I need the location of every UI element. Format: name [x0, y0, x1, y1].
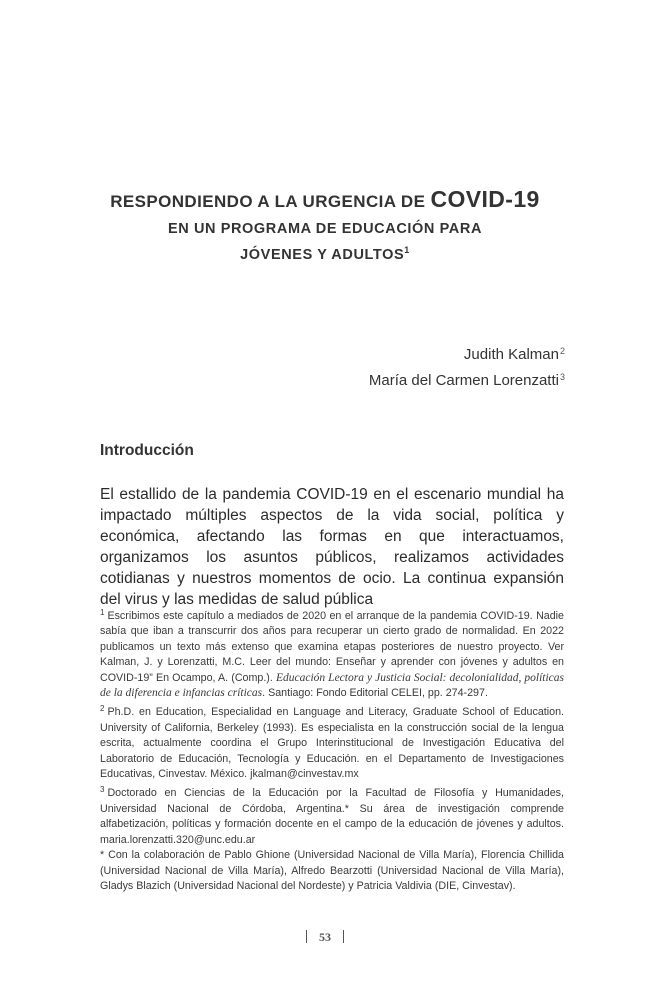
footnote-text: Con la colaboración de Pablo Ghione (Universidad Nacional de Villa María), Florencia Chillida (Universidad Nacional de Villa María), Alfredo Bearzotti (Universidad Nacional de Villa María), Gladys Blazich (Universidad Nacional del Nordeste) y Patricia Valdivia (DIE, Cinvestav).	[100, 849, 564, 892]
section-heading: Introducción	[100, 442, 194, 459]
title-line-3	[0, 245, 650, 263]
author-footnote-ref[interactable]: 2	[559, 346, 565, 356]
footnote-text: Escribimos este capítulo a mediados de 2020 en el arranque de la pandemia COVID-19. Nadie sabía que iban a transcurrir dos años para recuperar un cierto grado de normalidad. En 2022 publicamos un texto más extenso que examina etapas posteriores de nuestro proyecto. Ver Kalman, J. y Lorenzatti, M.C. Leer del mundo: Enseñar y aprender con jóvenes y adultos en COVID-19” En Ocampo, A. (Comp.).	[100, 610, 564, 684]
author-name: Judith Kalman	[463, 346, 559, 363]
body-paragraph: El estallido de la pandemia COVID-19 en el escenario mundial ha impactado múltiples aspectos de la vida social, política y económica, afectando las formas en que interactuamos, organizamos los asuntos públicos, realizamos actividades cotidianas y nuestros momentos de ocio. La continua expansión del virus y las medidas de salud pública	[100, 486, 564, 608]
author	[369, 340, 565, 366]
author-list	[369, 340, 565, 392]
footnote-italic-title: Educación Lectora y Justicia Social: decolonialidad, políticas de la diferencia e infancias críticas	[100, 671, 564, 700]
author-name: María del Carmen Lorenzatti	[368, 372, 559, 389]
footnote-1	[100, 605, 564, 701]
footnote-marker: 1	[100, 608, 105, 617]
title-footnote-ref[interactable]: 1	[404, 245, 410, 255]
page-number-value: 53	[319, 930, 331, 944]
footnote-marker: 2	[100, 704, 105, 714]
author-footnote-ref[interactable]: 3	[559, 372, 565, 382]
chapter-title	[0, 186, 650, 263]
footnote-3	[100, 782, 564, 848]
footnotes	[100, 605, 564, 894]
title-covid: COVID-19	[430, 186, 540, 212]
page-number-divider	[306, 930, 307, 943]
footnote-text: . Santiago: Fondo Editorial CELEI, pp. 274-297.	[262, 687, 488, 700]
title-line-3-text: JÓVENES Y ADULTOS	[240, 247, 405, 263]
footnote-marker: *	[100, 849, 105, 862]
page-number	[0, 930, 650, 945]
footnote-star	[100, 848, 564, 894]
title-line-1	[0, 186, 650, 213]
footnote-text: Doctorado en Ciencias de la Educación por la Facultad de Filosofía y Humanidades, Universidad Nacional de Córdoba, Argentina.* Su área de investigación comprende alfabetización, políticas y formación docente en el campo de la educación de jóvenes y adultos. maria.lorenzatti.320@unc.edu.ar	[100, 787, 564, 846]
title-line-1-prefix: RESPONDIENDO A LA URGENCIA DE	[110, 192, 431, 211]
footnote-text: Ph.D. en Education, Especialidad en Language and Literacy, Graduate School of Education. University of California, Berkeley (1993). Es especialista en la construcción social de la lengua escrita, actualmente coordina el Grupo Interinstitucional de Investigación Educativa del Laboratorio de Educación, Tecnología y Educación. en el Departamento de Investigaciones Educativas, Cinvestav. México. jkalman@cinvestav.mx	[100, 706, 564, 781]
title-line-2: EN UN PROGRAMA DE EDUCACIÓN PARA	[167, 221, 483, 237]
page-number-divider	[343, 930, 344, 943]
footnote-2	[100, 701, 564, 782]
author	[369, 366, 565, 392]
footnote-marker: 3	[100, 785, 105, 795]
